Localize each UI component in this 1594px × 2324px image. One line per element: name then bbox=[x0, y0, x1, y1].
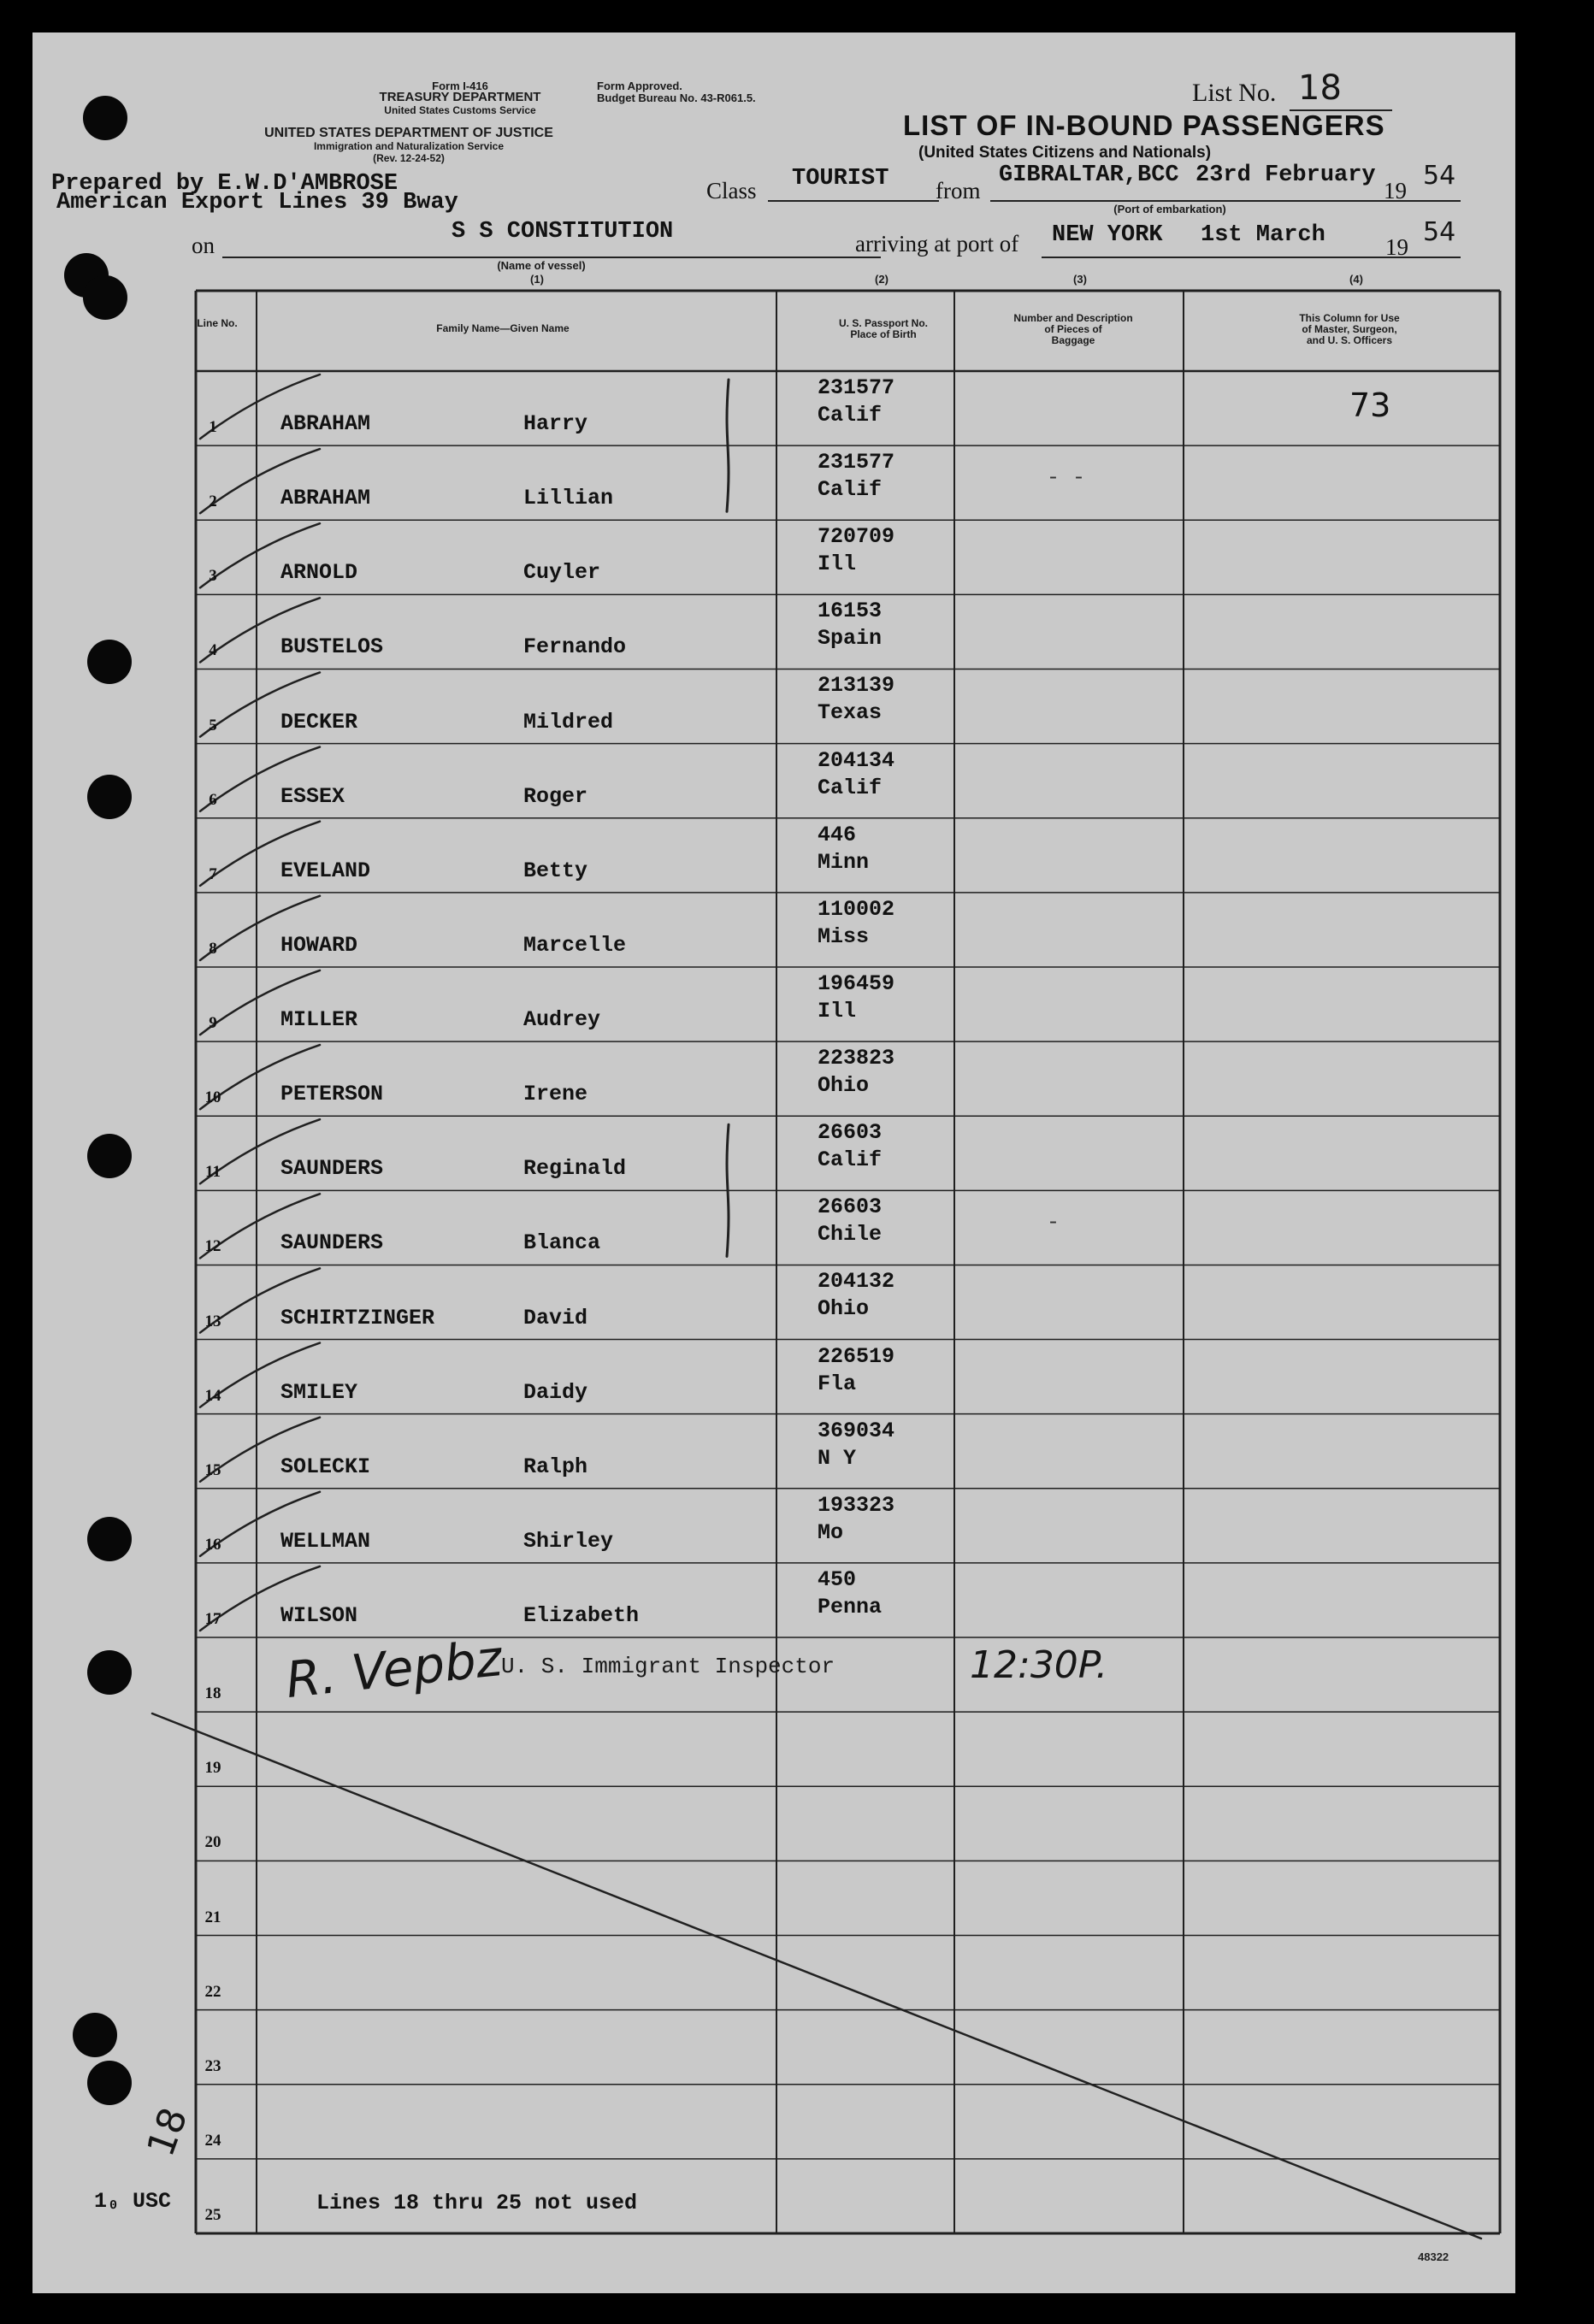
place-of-birth: Ohio bbox=[818, 1296, 870, 1322]
from-label: from bbox=[936, 178, 981, 203]
passport-number: 450 bbox=[818, 1566, 857, 1592]
place-of-birth: Mo bbox=[818, 1519, 844, 1545]
passport-number: 213139 bbox=[818, 673, 895, 699]
binder-hole bbox=[87, 640, 132, 684]
binder-hole bbox=[87, 775, 132, 819]
header-officers-line2: of Master, Surgeon, bbox=[1302, 323, 1397, 335]
place-of-birth: Penna bbox=[818, 1594, 883, 1619]
row-line-number: 18 bbox=[204, 1684, 221, 1703]
usc-note: 1₀ USC bbox=[94, 2189, 172, 2214]
binder-hole bbox=[87, 2061, 132, 2105]
revision-date: (Rev. 12-24-52) bbox=[373, 152, 445, 164]
column-number-1: (1) bbox=[530, 273, 544, 286]
passenger-given-name: Harry bbox=[523, 411, 588, 437]
row-line-number: 19 bbox=[204, 1759, 221, 1778]
header-officers-line3: and U. S. Officers bbox=[1306, 334, 1393, 346]
passport-number: 446 bbox=[818, 822, 857, 847]
departure-year: 54 bbox=[1423, 161, 1456, 191]
passenger-given-name: Shirley bbox=[523, 1528, 614, 1554]
row-line-number: 17 bbox=[204, 1610, 221, 1629]
passenger-given-name: Roger bbox=[523, 783, 588, 809]
header-passport-line2: Place of Birth bbox=[850, 328, 917, 340]
print-code: 48322 bbox=[1418, 2250, 1449, 2263]
year-prefix-1: 19 bbox=[1384, 178, 1407, 203]
passenger-family-name: SAUNDERS bbox=[280, 1156, 384, 1182]
justice-dept: UNITED STATES DEPARTMENT OF JUSTICE bbox=[264, 126, 553, 140]
baggage-description: - - bbox=[1047, 465, 1086, 491]
passenger-given-name: Blanca bbox=[523, 1230, 601, 1256]
column-number-3: (3) bbox=[1073, 273, 1087, 286]
place-of-birth: Calif bbox=[818, 1147, 883, 1173]
list-number: 18 bbox=[1298, 68, 1342, 108]
arriving-label: arriving at port of bbox=[855, 231, 1019, 257]
list-number-label: List No. bbox=[1192, 79, 1277, 107]
binder-hole bbox=[87, 1134, 132, 1178]
header-line-no-text: Line No. bbox=[197, 317, 238, 329]
row-line-number: 11 bbox=[205, 1163, 221, 1182]
passenger-family-name: HOWARD bbox=[280, 932, 358, 958]
row-line-number: 10 bbox=[204, 1088, 221, 1107]
class-value: TOURIST bbox=[792, 166, 889, 192]
inspector-title: U. S. Immigrant Inspector bbox=[501, 1654, 835, 1679]
officer-note: 73 bbox=[1349, 386, 1391, 424]
passenger-given-name: Reginald bbox=[523, 1156, 627, 1182]
page-subtitle: (United States Citizens and Nationals) bbox=[918, 144, 1212, 162]
binder-hole bbox=[87, 1517, 132, 1561]
passenger-family-name: ARNOLD bbox=[280, 560, 358, 586]
passport-number: 196459 bbox=[818, 970, 895, 996]
arrival-date: 1st March bbox=[1201, 222, 1325, 248]
family-bracket bbox=[727, 380, 729, 511]
passport-number: 231577 bbox=[818, 450, 895, 475]
header-name bbox=[246, 323, 759, 334]
passenger-family-name: SMILEY bbox=[280, 1379, 358, 1405]
binder-hole bbox=[87, 1650, 132, 1695]
passenger-family-name: ABRAHAM bbox=[280, 411, 371, 437]
place-of-birth: Calif bbox=[818, 403, 883, 428]
passenger-given-name: Irene bbox=[523, 1082, 588, 1107]
row-line-number: 1 bbox=[209, 418, 217, 437]
place-of-birth: Calif bbox=[818, 477, 883, 503]
passenger-given-name: Ralph bbox=[523, 1454, 588, 1479]
passenger-given-name: Elizabeth bbox=[523, 1603, 640, 1629]
row-line-number: 24 bbox=[204, 2131, 221, 2150]
passenger-given-name: Mildred bbox=[523, 709, 614, 734]
row-line-number: 14 bbox=[204, 1386, 221, 1405]
passenger-family-name: SAUNDERS bbox=[280, 1230, 384, 1256]
passenger-family-name: DECKER bbox=[280, 709, 358, 734]
passport-number: 110002 bbox=[818, 896, 895, 922]
row-line-number: 20 bbox=[204, 1833, 221, 1852]
passenger-given-name: Fernando bbox=[523, 634, 627, 660]
prepared-by-company: American Export Lines 39 Bway bbox=[56, 190, 458, 215]
year-prefix-2: 19 bbox=[1385, 234, 1408, 260]
manifest-page bbox=[32, 32, 1515, 2293]
vessel-caption: (Name of vessel) bbox=[497, 259, 586, 272]
arrival-port: NEW YORK bbox=[1052, 222, 1163, 248]
ins-service: Immigration and Naturalization Service bbox=[313, 140, 505, 152]
passport-number: 26603 bbox=[818, 1120, 883, 1146]
passport-number: 226519 bbox=[818, 1343, 895, 1369]
passenger-family-name: MILLER bbox=[280, 1007, 358, 1033]
customs-service: United States Customs Service bbox=[384, 104, 536, 116]
passenger-family-name: WELLMAN bbox=[280, 1528, 371, 1554]
treasury-dept: TREASURY DEPARTMENT bbox=[379, 90, 541, 104]
place-of-birth: Ill bbox=[818, 552, 857, 577]
on-label: on bbox=[192, 233, 215, 258]
row-line-number: 16 bbox=[204, 1535, 221, 1554]
class-label: Class bbox=[706, 178, 757, 203]
cancellation-diagonal-line bbox=[152, 1714, 1481, 2238]
passenger-family-name: WILSON bbox=[280, 1603, 358, 1629]
page-title: LIST OF IN-BOUND PASSENGERS bbox=[903, 109, 1385, 141]
row-line-number: 7 bbox=[209, 864, 217, 883]
row-line-number: 15 bbox=[204, 1460, 221, 1479]
passenger-given-name: Betty bbox=[523, 858, 588, 883]
column-number-2: (2) bbox=[875, 273, 889, 286]
budget-bureau: Budget Bureau No. 43-R061.5. bbox=[597, 91, 756, 104]
row-line-number: 21 bbox=[204, 1908, 221, 1926]
lines-not-used-note: Lines 18 thru 25 not used bbox=[316, 2191, 638, 2215]
row-line-number: 6 bbox=[209, 790, 217, 809]
place-of-birth: Ohio bbox=[818, 1073, 870, 1099]
place-of-birth: Spain bbox=[818, 626, 883, 652]
place-of-birth: Calif bbox=[818, 775, 883, 800]
row-line-number: 22 bbox=[204, 1982, 221, 2001]
header-passport-line1: U. S. Passport No. bbox=[838, 317, 929, 329]
row-line-number: 4 bbox=[209, 641, 217, 660]
passenger-family-name: SCHIRTZINGER bbox=[280, 1305, 435, 1330]
inspector-signature: R. Vepbz bbox=[283, 1628, 505, 1710]
passport-number: 204132 bbox=[818, 1269, 895, 1295]
prepared-by: Prepared by E.W.D'AMBROSE bbox=[51, 171, 398, 197]
baggage-description: - bbox=[1047, 1210, 1060, 1236]
row-line-number: 5 bbox=[209, 716, 217, 734]
family-bracket bbox=[727, 1124, 729, 1256]
row-line-number: 8 bbox=[209, 939, 217, 958]
row-line-number: 13 bbox=[204, 1312, 221, 1330]
binder-hole bbox=[83, 96, 127, 140]
passport-number: 720709 bbox=[818, 524, 895, 550]
passenger-family-name: BUSTELOS bbox=[280, 634, 384, 660]
binder-hole bbox=[73, 2013, 117, 2057]
header-baggage-line1: Number and Description bbox=[1013, 312, 1133, 324]
place-of-birth: Chile bbox=[818, 1222, 883, 1248]
header-baggage bbox=[958, 313, 1189, 346]
row-line-number: 3 bbox=[209, 567, 217, 586]
row-line-number: 25 bbox=[204, 2206, 221, 2224]
place-of-birth: N Y bbox=[818, 1445, 857, 1471]
passenger-family-name: SOLECKI bbox=[280, 1454, 371, 1479]
row-line-number: 23 bbox=[204, 2056, 221, 2075]
passport-number: 16153 bbox=[818, 599, 883, 624]
place-of-birth: Fla bbox=[818, 1371, 857, 1396]
header-officers bbox=[1187, 313, 1512, 346]
vessel-name: S S CONSTITUTION bbox=[452, 219, 674, 245]
passenger-family-name: PETERSON bbox=[280, 1082, 384, 1107]
margin-number-note: 18 bbox=[139, 2102, 197, 2162]
place-of-birth: Minn bbox=[818, 849, 870, 875]
passport-number: 231577 bbox=[818, 375, 895, 400]
passenger-given-name: Marcelle bbox=[523, 932, 627, 958]
passport-number: 26603 bbox=[818, 1194, 883, 1220]
passport-number: 204134 bbox=[818, 747, 895, 773]
passenger-family-name: ESSEX bbox=[280, 783, 345, 809]
form-approved: Form Approved. bbox=[597, 80, 682, 92]
passport-number: 223823 bbox=[818, 1046, 895, 1071]
port-of-embarkation: GIBRALTAR,BCC bbox=[999, 162, 1179, 188]
form-number: Form I-416 bbox=[432, 80, 488, 92]
column-number-4: (4) bbox=[1349, 273, 1363, 286]
header-baggage-line3: Baggage bbox=[1051, 334, 1095, 346]
passenger-given-name: Cuyler bbox=[523, 560, 601, 586]
port-embark-caption: (Port of embarkation) bbox=[1113, 203, 1226, 215]
inspection-time: 12:30P. bbox=[970, 1643, 1108, 1687]
passport-number: 369034 bbox=[818, 1418, 895, 1443]
manifest-table-grid bbox=[32, 32, 1515, 2293]
row-line-number: 2 bbox=[209, 493, 217, 511]
departure-date: 23rd February bbox=[1196, 162, 1376, 188]
passenger-given-name: Audrey bbox=[523, 1007, 601, 1033]
passenger-given-name: Daidy bbox=[523, 1379, 588, 1405]
header-line-no bbox=[196, 318, 239, 329]
passenger-given-name: Lillian bbox=[523, 486, 614, 511]
binder-hole bbox=[83, 275, 127, 320]
arrival-year: 54 bbox=[1423, 217, 1456, 247]
header-officers-line1: This Column for Use bbox=[1299, 312, 1400, 324]
row-line-number: 12 bbox=[204, 1237, 221, 1256]
passenger-family-name: EVELAND bbox=[280, 858, 371, 883]
header-name-text: Family Name—Given Name bbox=[436, 322, 570, 334]
header-baggage-line2: of Pieces of bbox=[1044, 323, 1102, 335]
row-line-number: 9 bbox=[209, 1014, 217, 1033]
place-of-birth: Ill bbox=[818, 998, 857, 1023]
place-of-birth: Texas bbox=[818, 700, 883, 726]
passenger-given-name: David bbox=[523, 1305, 588, 1330]
passenger-family-name: ABRAHAM bbox=[280, 486, 371, 511]
passport-number: 193323 bbox=[818, 1492, 895, 1518]
place-of-birth: Miss bbox=[818, 923, 870, 949]
